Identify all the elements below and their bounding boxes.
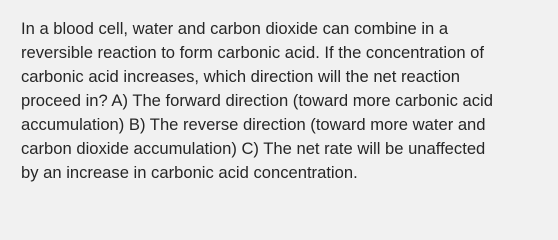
question-text: In a blood cell, water and carbon dioxide can combine in a reversible reaction to form carbonic acid. If the concentration of carbonic acid increases, which direction will the net reaction proceed in? A) The forward direction (toward more carbonic acid accumulation) B) The reverse direction (toward more water and carbon dioxide accumulation) C) The net rate will be unaffected by an increase in carbonic acid concentration.: [21, 19, 493, 182]
